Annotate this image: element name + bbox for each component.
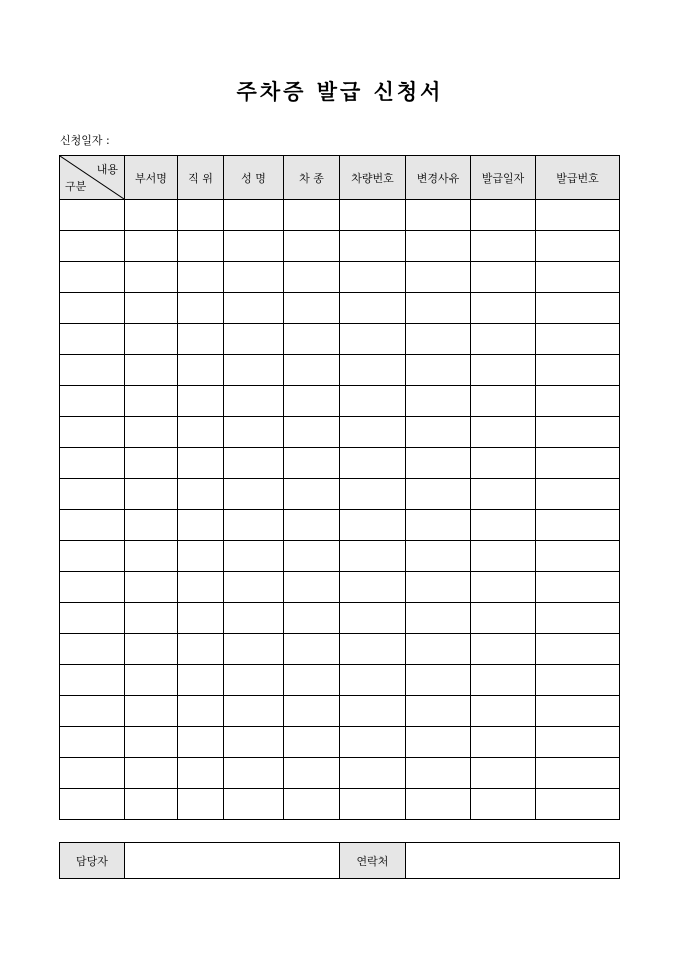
- table-cell[interactable]: [340, 665, 406, 696]
- table-cell[interactable]: [224, 355, 284, 386]
- table-cell[interactable]: [60, 603, 125, 634]
- table-cell[interactable]: [224, 448, 284, 479]
- table-cell[interactable]: [284, 758, 340, 789]
- diagonal-header-cell: [60, 156, 125, 200]
- table-cell[interactable]: [471, 572, 536, 603]
- col-header-car-type: 차 종: [284, 156, 340, 200]
- table-cell[interactable]: [536, 758, 620, 789]
- table-cell[interactable]: [284, 386, 340, 417]
- table-cell[interactable]: [340, 448, 406, 479]
- table-cell[interactable]: [284, 510, 340, 541]
- table-cell[interactable]: [178, 200, 224, 231]
- table-cell[interactable]: [60, 448, 125, 479]
- table-cell[interactable]: [224, 200, 284, 231]
- table-row: [60, 789, 620, 820]
- table-cell[interactable]: [60, 727, 125, 758]
- table-cell[interactable]: [284, 789, 340, 820]
- table-cell[interactable]: [60, 634, 125, 665]
- table-cell[interactable]: [178, 386, 224, 417]
- table-cell[interactable]: [471, 789, 536, 820]
- table-cell[interactable]: [224, 262, 284, 293]
- table-cell[interactable]: [471, 758, 536, 789]
- table-cell[interactable]: [60, 758, 125, 789]
- table-cell[interactable]: [125, 603, 178, 634]
- table-cell[interactable]: [471, 634, 536, 665]
- table-cell[interactable]: [224, 479, 284, 510]
- table-cell[interactable]: [340, 789, 406, 820]
- table-cell[interactable]: [536, 200, 620, 231]
- table-cell[interactable]: [224, 417, 284, 448]
- table-cell[interactable]: [284, 479, 340, 510]
- table-cell[interactable]: [406, 324, 471, 355]
- table-cell[interactable]: [536, 727, 620, 758]
- table-cell[interactable]: [125, 262, 178, 293]
- table-row: [60, 324, 620, 355]
- table-cell[interactable]: [60, 417, 125, 448]
- table-cell[interactable]: [178, 231, 224, 262]
- col-header-plate-number: 차량번호: [340, 156, 406, 200]
- table-cell[interactable]: [471, 727, 536, 758]
- table-row: [60, 386, 620, 417]
- table-cell[interactable]: [340, 727, 406, 758]
- table-body: [60, 200, 620, 820]
- table-row: [60, 293, 620, 324]
- table-cell[interactable]: [224, 789, 284, 820]
- table-cell[interactable]: [406, 293, 471, 324]
- table-cell[interactable]: [125, 417, 178, 448]
- table-cell[interactable]: [60, 293, 125, 324]
- table-cell[interactable]: [178, 634, 224, 665]
- table-row: [60, 758, 620, 789]
- table-cell[interactable]: [471, 448, 536, 479]
- table-cell[interactable]: [178, 293, 224, 324]
- table-cell[interactable]: [224, 665, 284, 696]
- table-row: [60, 727, 620, 758]
- table-cell[interactable]: [471, 293, 536, 324]
- table-row: [60, 634, 620, 665]
- table-cell[interactable]: [536, 448, 620, 479]
- table-cell[interactable]: [536, 386, 620, 417]
- table-cell[interactable]: [284, 603, 340, 634]
- table-cell[interactable]: [125, 324, 178, 355]
- table-cell[interactable]: [406, 665, 471, 696]
- table-cell[interactable]: [60, 200, 125, 231]
- table-cell[interactable]: [125, 510, 178, 541]
- table-cell[interactable]: [406, 541, 471, 572]
- table-cell[interactable]: [340, 324, 406, 355]
- table-row: [60, 696, 620, 727]
- form-title: 주차증 발급 신청서: [236, 79, 444, 104]
- table-cell[interactable]: [340, 262, 406, 293]
- header-content-label: 내용: [96, 163, 118, 176]
- table-cell[interactable]: [178, 262, 224, 293]
- table-cell[interactable]: [340, 386, 406, 417]
- table-cell[interactable]: [60, 572, 125, 603]
- table-row: [60, 665, 620, 696]
- table-cell[interactable]: [340, 417, 406, 448]
- table-cell[interactable]: [284, 324, 340, 355]
- col-header-issue-number: 발급번호: [536, 156, 620, 200]
- table-cell[interactable]: [125, 448, 178, 479]
- table-cell[interactable]: [60, 231, 125, 262]
- table-cell[interactable]: [406, 572, 471, 603]
- table-cell[interactable]: [284, 231, 340, 262]
- application-date-label: 신청일자 :: [60, 134, 110, 147]
- table-cell[interactable]: [284, 293, 340, 324]
- table-row: [60, 448, 620, 479]
- table-cell[interactable]: [224, 231, 284, 262]
- table-cell[interactable]: [471, 510, 536, 541]
- header-category-label: 구분: [65, 180, 87, 193]
- table-cell[interactable]: [471, 417, 536, 448]
- contact-row: [60, 843, 620, 879]
- table-cell[interactable]: [178, 448, 224, 479]
- table-cell[interactable]: [536, 541, 620, 572]
- table-cell[interactable]: [178, 541, 224, 572]
- table-cell[interactable]: [284, 448, 340, 479]
- table-header-row: [60, 156, 620, 200]
- table-cell[interactable]: [284, 417, 340, 448]
- table-cell[interactable]: [340, 696, 406, 727]
- table-cell[interactable]: [340, 572, 406, 603]
- table-cell[interactable]: [284, 572, 340, 603]
- table-cell[interactable]: [125, 696, 178, 727]
- table-cell[interactable]: [406, 696, 471, 727]
- table-cell[interactable]: [471, 355, 536, 386]
- table-cell[interactable]: [340, 200, 406, 231]
- table-cell[interactable]: [406, 386, 471, 417]
- table-cell[interactable]: [60, 510, 125, 541]
- table-cell[interactable]: [471, 231, 536, 262]
- table-cell[interactable]: [406, 479, 471, 510]
- table-cell[interactable]: [406, 417, 471, 448]
- table-cell[interactable]: [224, 510, 284, 541]
- table-cell[interactable]: [536, 262, 620, 293]
- table-cell[interactable]: [178, 603, 224, 634]
- table-cell[interactable]: [406, 231, 471, 262]
- table-row: [60, 200, 620, 231]
- table-cell[interactable]: [340, 603, 406, 634]
- table-cell[interactable]: [471, 386, 536, 417]
- table-row: [60, 231, 620, 262]
- table-cell[interactable]: [178, 355, 224, 386]
- table-cell[interactable]: [178, 665, 224, 696]
- table-cell[interactable]: [284, 200, 340, 231]
- table-cell[interactable]: [60, 541, 125, 572]
- table-cell[interactable]: [536, 231, 620, 262]
- table-cell[interactable]: [340, 231, 406, 262]
- table-cell[interactable]: [340, 355, 406, 386]
- table-cell[interactable]: [60, 386, 125, 417]
- table-cell[interactable]: [178, 417, 224, 448]
- table-cell[interactable]: [536, 665, 620, 696]
- table-row: [60, 262, 620, 293]
- table-cell[interactable]: [125, 200, 178, 231]
- table-cell[interactable]: [536, 417, 620, 448]
- table-cell[interactable]: [224, 634, 284, 665]
- table-row: [60, 541, 620, 572]
- table-row: [60, 355, 620, 386]
- col-header-issue-date: 발급일자: [471, 156, 536, 200]
- table-cell[interactable]: [125, 231, 178, 262]
- table-cell[interactable]: [536, 324, 620, 355]
- table-cell[interactable]: [125, 789, 178, 820]
- table-cell[interactable]: [471, 541, 536, 572]
- table-cell[interactable]: [471, 324, 536, 355]
- table-cell[interactable]: [224, 572, 284, 603]
- table-cell[interactable]: [125, 479, 178, 510]
- table-cell[interactable]: [125, 665, 178, 696]
- table-cell[interactable]: [178, 727, 224, 758]
- table-cell[interactable]: [125, 386, 178, 417]
- table-cell[interactable]: [536, 510, 620, 541]
- table-cell[interactable]: [178, 696, 224, 727]
- table-cell[interactable]: [536, 634, 620, 665]
- manager-label: 담당자: [60, 843, 125, 879]
- table-cell[interactable]: [125, 572, 178, 603]
- table-cell[interactable]: [471, 665, 536, 696]
- table-cell[interactable]: [284, 355, 340, 386]
- table-cell[interactable]: [125, 541, 178, 572]
- table-cell[interactable]: [125, 355, 178, 386]
- table-cell[interactable]: [60, 665, 125, 696]
- table-cell[interactable]: [178, 479, 224, 510]
- table-cell[interactable]: [471, 696, 536, 727]
- table-cell[interactable]: [125, 758, 178, 789]
- table-cell[interactable]: [340, 634, 406, 665]
- table-cell[interactable]: [406, 448, 471, 479]
- table-cell[interactable]: [125, 634, 178, 665]
- table-cell[interactable]: [178, 572, 224, 603]
- table-cell[interactable]: [406, 758, 471, 789]
- table-cell[interactable]: [536, 479, 620, 510]
- table-cell[interactable]: [536, 355, 620, 386]
- table-cell[interactable]: [224, 293, 284, 324]
- contact-table: [59, 842, 620, 879]
- table-cell[interactable]: [178, 510, 224, 541]
- table-cell[interactable]: [224, 324, 284, 355]
- table-cell[interactable]: [471, 479, 536, 510]
- table-cell[interactable]: [340, 293, 406, 324]
- table-cell[interactable]: [284, 541, 340, 572]
- table-cell[interactable]: [284, 665, 340, 696]
- table-cell[interactable]: [178, 324, 224, 355]
- table-cell[interactable]: [60, 324, 125, 355]
- table-cell[interactable]: [406, 262, 471, 293]
- table-cell[interactable]: [406, 789, 471, 820]
- table-cell[interactable]: [406, 355, 471, 386]
- table-cell[interactable]: [224, 696, 284, 727]
- table-cell[interactable]: [340, 541, 406, 572]
- table-cell[interactable]: [224, 541, 284, 572]
- table-cell[interactable]: [406, 510, 471, 541]
- table-cell[interactable]: [224, 727, 284, 758]
- table-cell[interactable]: [60, 479, 125, 510]
- application-table: [59, 155, 620, 820]
- table-cell[interactable]: [60, 355, 125, 386]
- table-row: [60, 510, 620, 541]
- table-cell[interactable]: [406, 727, 471, 758]
- table-cell[interactable]: [406, 634, 471, 665]
- table-row: [60, 417, 620, 448]
- phone-label: 연락처: [340, 843, 406, 879]
- table-cell[interactable]: [284, 634, 340, 665]
- table-cell[interactable]: [340, 479, 406, 510]
- phone-field[interactable]: [406, 843, 620, 879]
- table-cell[interactable]: [471, 200, 536, 231]
- table-cell[interactable]: [284, 727, 340, 758]
- table-cell[interactable]: [536, 572, 620, 603]
- table-cell[interactable]: [60, 696, 125, 727]
- table-cell[interactable]: [471, 603, 536, 634]
- table-cell[interactable]: [536, 603, 620, 634]
- table-row: [60, 572, 620, 603]
- table-cell[interactable]: [406, 200, 471, 231]
- table-cell[interactable]: [60, 262, 125, 293]
- table-cell[interactable]: [471, 262, 536, 293]
- table-cell[interactable]: [60, 789, 125, 820]
- table-cell[interactable]: [340, 510, 406, 541]
- table-cell[interactable]: [406, 603, 471, 634]
- table-cell[interactable]: [536, 696, 620, 727]
- table-cell[interactable]: [340, 758, 406, 789]
- table-cell[interactable]: [224, 386, 284, 417]
- table-cell[interactable]: [284, 696, 340, 727]
- col-header-change-reason: 변경사유: [406, 156, 471, 200]
- table-cell[interactable]: [178, 758, 224, 789]
- col-header-department: 부서명: [125, 156, 178, 200]
- table-cell[interactable]: [536, 789, 620, 820]
- table-row: [60, 603, 620, 634]
- table-cell[interactable]: [125, 293, 178, 324]
- col-header-position: 직 위: [178, 156, 224, 200]
- table-cell[interactable]: [284, 262, 340, 293]
- table-cell[interactable]: [536, 293, 620, 324]
- manager-field[interactable]: [125, 843, 340, 879]
- table-cell[interactable]: [178, 789, 224, 820]
- table-cell[interactable]: [224, 603, 284, 634]
- table-cell[interactable]: [224, 758, 284, 789]
- table-cell[interactable]: [125, 727, 178, 758]
- table-row: [60, 479, 620, 510]
- col-header-name: 성 명: [224, 156, 284, 200]
